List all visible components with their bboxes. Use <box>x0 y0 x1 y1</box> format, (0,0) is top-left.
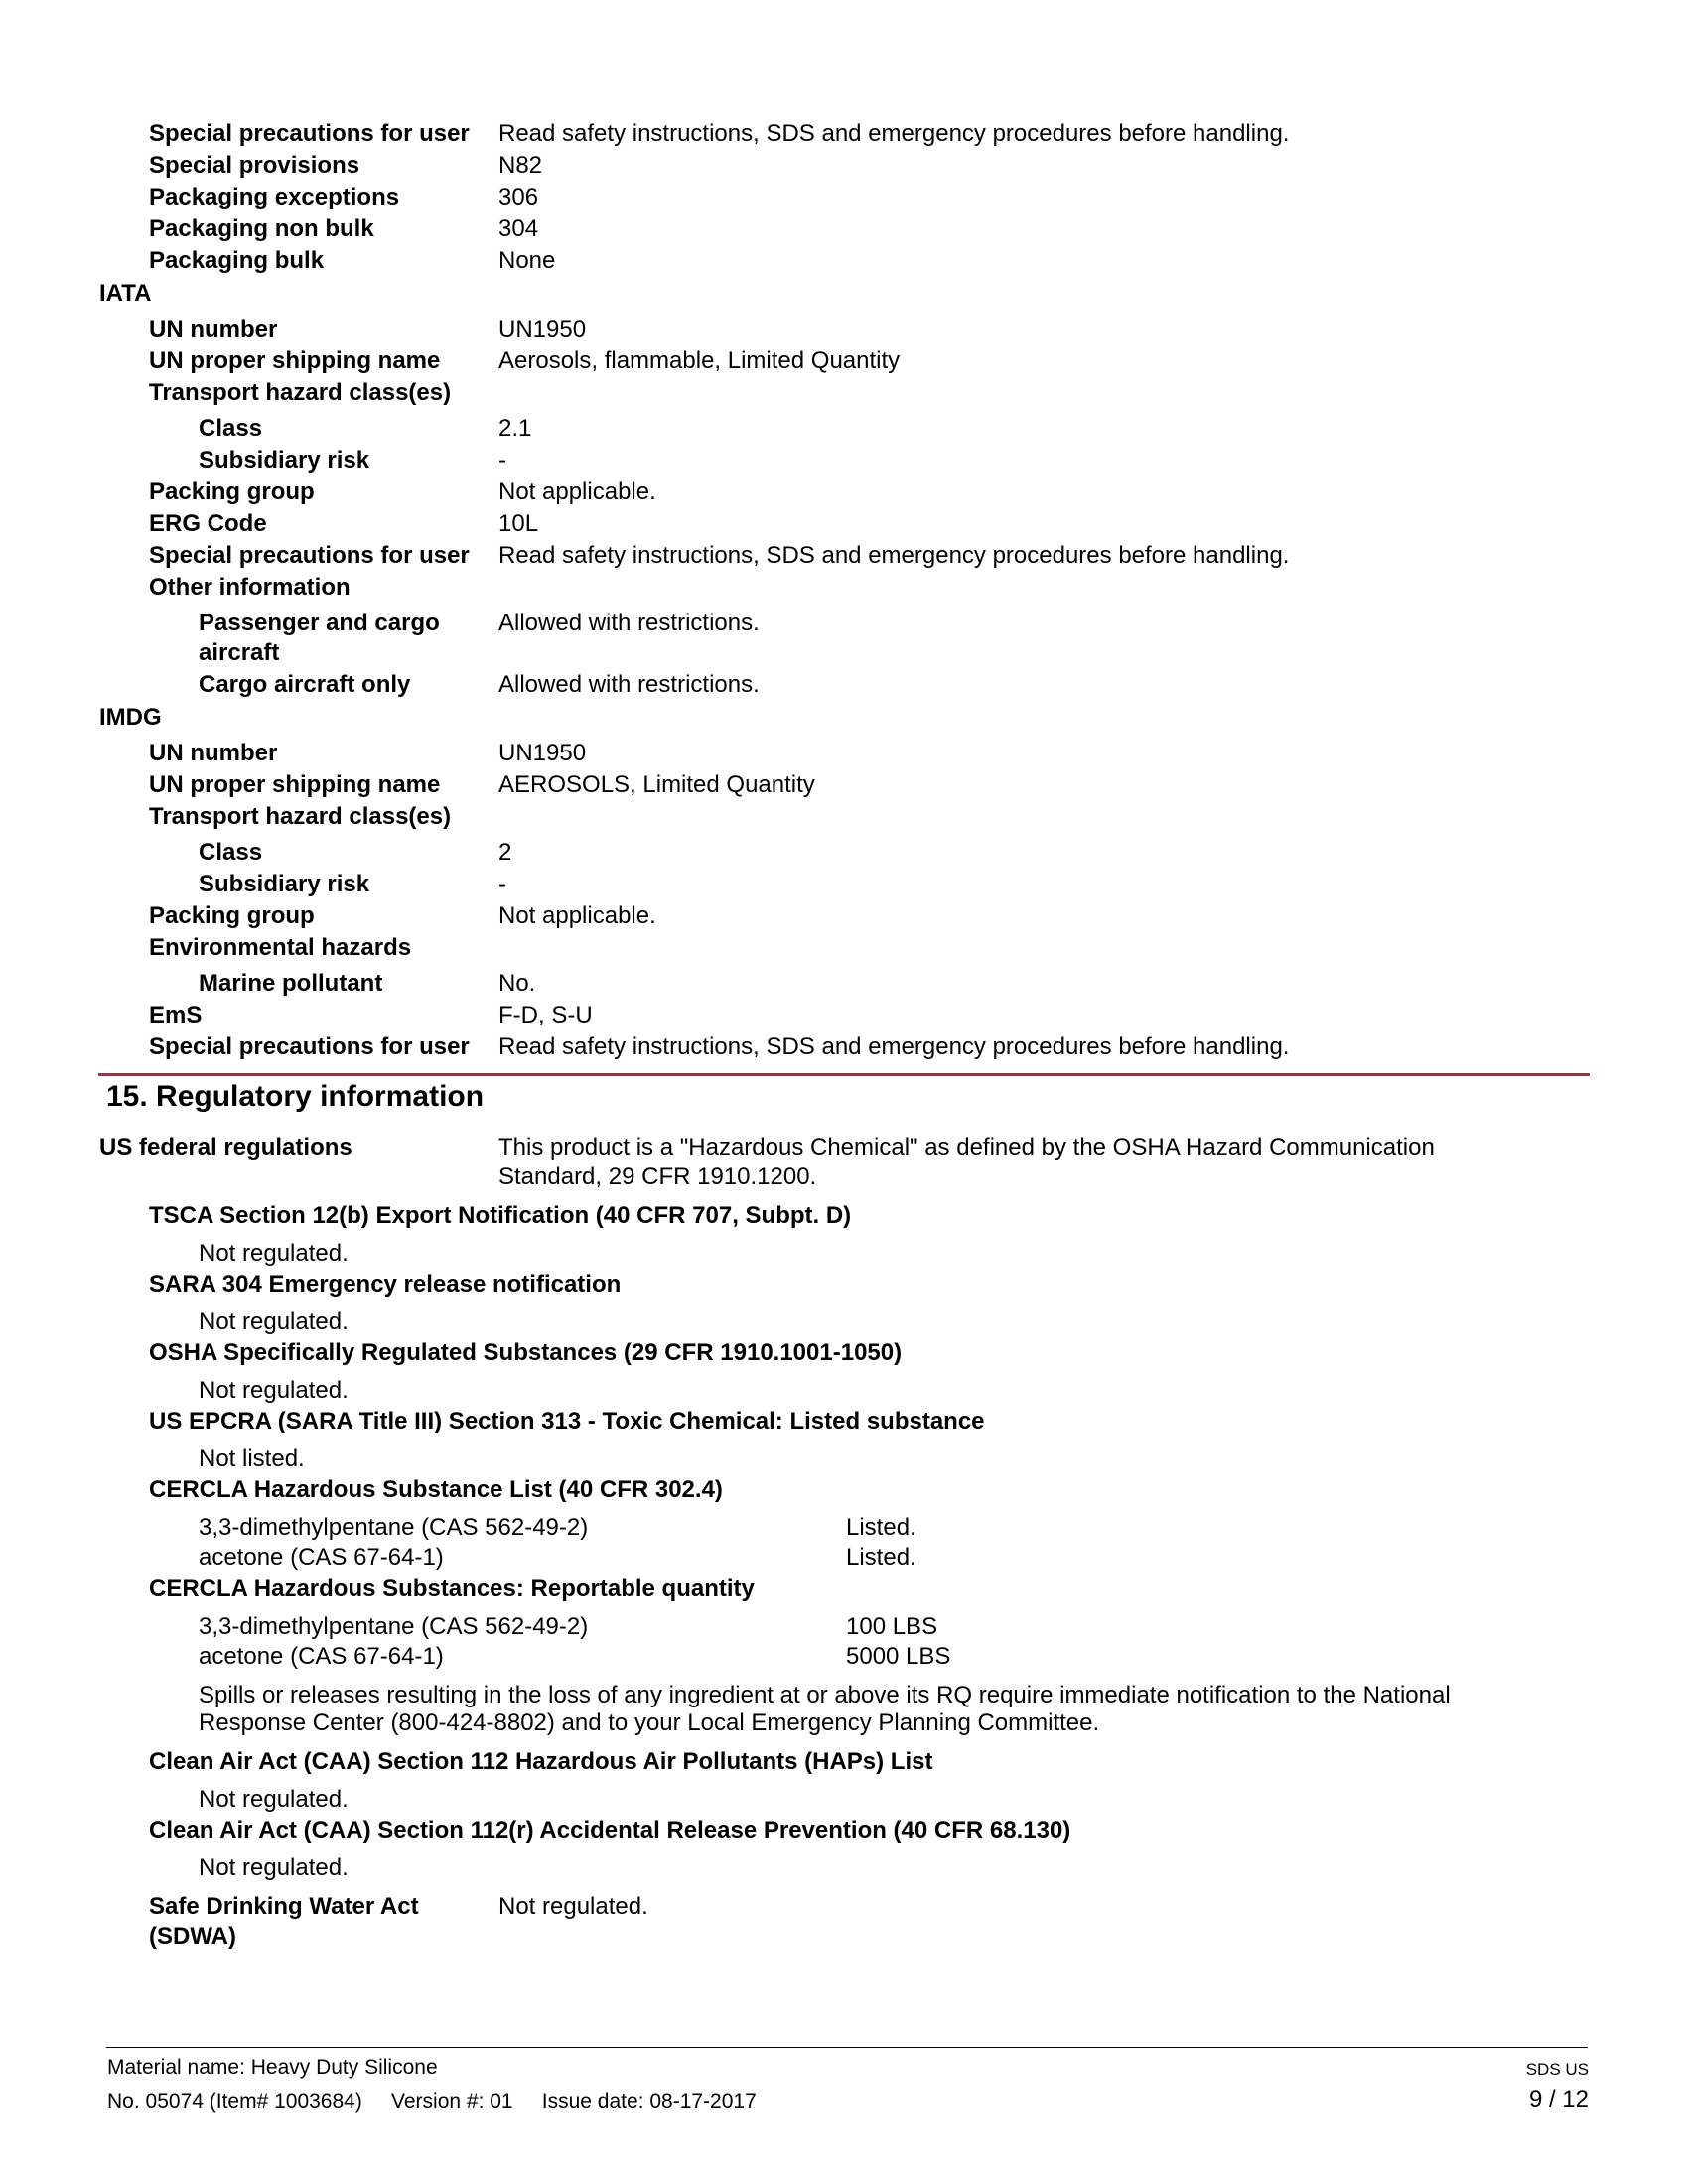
iata-shipping-name-label: UN proper shipping name <box>149 347 441 374</box>
iata-erg-code-label: ERG Code <box>149 510 267 537</box>
iata-passenger-cargo-label: Passenger and cargo <box>199 610 440 636</box>
imdg-un-number-value: UN1950 <box>498 740 587 766</box>
iata-passenger-cargo-value: Allowed with restrictions. <box>498 610 760 636</box>
caa112r-value: Not regulated. <box>199 1854 349 1881</box>
cercla-list-status: Listed. <box>846 1514 916 1541</box>
iata-un-number-label: UN number <box>149 316 278 342</box>
imdg-un-number-label: UN number <box>149 740 278 766</box>
iata-cargo-only-value: Allowed with restrictions. <box>498 671 760 698</box>
iata-class-value: 2.1 <box>498 415 532 442</box>
imdg-shipping-name-label: UN proper shipping name <box>149 771 441 798</box>
imdg-subsidiary-risk-label: Subsidiary risk <box>199 871 370 897</box>
dot-packaging-exceptions-value: 306 <box>498 184 539 210</box>
iata-hazard-classes-label: Transport hazard class(es) <box>149 379 452 406</box>
imdg-packing-group-label: Packing group <box>149 902 315 929</box>
section-15-title: 15. Regulatory information <box>106 1080 485 1113</box>
imdg-env-hazards-label: Environmental hazards <box>149 934 412 961</box>
footer-doc-info: No. 05074 (Item# 1003684) Version #: 01 Issue date: 08-17-2017 <box>107 2090 757 2113</box>
us-federal-label: US federal regulations <box>99 1134 352 1160</box>
caa112-value: Not regulated. <box>199 1786 349 1813</box>
sara304-heading: SARA 304 Emergency release notification <box>149 1271 622 1297</box>
imdg-shipping-name-value: AEROSOLS, Limited Quantity <box>498 771 815 798</box>
cercla-rq-substance: 3,3-dimethylpentane (CAS 562-49-2) <box>199 1613 589 1640</box>
imdg-ems-label: EmS <box>149 1002 203 1028</box>
epcra-value: Not listed. <box>199 1445 305 1472</box>
imdg-special-precautions-value: Read safety instructions, SDS and emergency procedures before handling. <box>498 1033 1290 1060</box>
iata-subsidiary-risk-label: Subsidiary risk <box>199 447 370 474</box>
us-federal-value-2: Standard, 29 CFR 1910.1200. <box>498 1163 817 1190</box>
caa112-heading: Clean Air Act (CAA) Section 112 Hazardous Air Pollutants (HAPs) List <box>149 1748 933 1775</box>
cercla-rq-note-1: Spills or releases resulting in the loss of any ingredient at or above its RQ require immediate notification to the National <box>199 1682 1451 1708</box>
tsca-heading: TSCA Section 12(b) Export Notification (40 CFR 707, Subpt. D) <box>149 1202 852 1229</box>
caa112r-heading: Clean Air Act (CAA) Section 112(r) Accidental Release Prevention (40 CFR 68.130) <box>149 1817 1071 1843</box>
imdg-heading: IMDG <box>99 704 162 731</box>
imdg-marine-pollutant-label: Marine pollutant <box>199 970 383 997</box>
dot-special-precautions-label: Special precautions for user <box>149 120 470 147</box>
iata-un-number-value: UN1950 <box>498 316 587 342</box>
cercla-rq-quantity: 100 LBS <box>846 1613 938 1640</box>
footer-rule <box>106 2047 1588 2048</box>
iata-cargo-only-label: Cargo aircraft only <box>199 671 411 698</box>
iata-shipping-name-value: Aerosols, flammable, Limited Quantity <box>498 347 901 374</box>
epcra-heading: US EPCRA (SARA Title III) Section 313 - Toxic Chemical: Listed substance <box>149 1408 985 1434</box>
dot-packaging-non-bulk-label: Packaging non bulk <box>149 215 374 242</box>
imdg-packing-group-value: Not applicable. <box>498 902 656 929</box>
cercla-list-substance: acetone (CAS 67-64-1) <box>199 1544 444 1570</box>
cercla-rq-quantity: 5000 LBS <box>846 1643 951 1670</box>
footer-page-number: 9 / 12 <box>1528 2086 1589 2113</box>
dot-packaging-exceptions-label: Packaging exceptions <box>149 184 400 210</box>
dot-special-precautions-value: Read safety instructions, SDS and emergency procedures before handling. <box>498 120 1290 147</box>
sdwa-label: Safe Drinking Water Act <box>149 1893 419 1920</box>
dot-packaging-non-bulk-value: 304 <box>498 215 539 242</box>
sdwa-value: Not regulated. <box>498 1893 648 1920</box>
iata-erg-code-value: 10L <box>498 510 539 537</box>
cercla-rq-substance: acetone (CAS 67-64-1) <box>199 1643 444 1670</box>
imdg-subsidiary-risk-value: - <box>498 871 506 897</box>
cercla-list-heading: CERCLA Hazardous Substance List (40 CFR 302.4) <box>149 1476 723 1503</box>
cercla-rq-note-2: Response Center (800-424-8802) and to your Local Emergency Planning Committee. <box>199 1709 1100 1736</box>
dot-packaging-bulk-value: None <box>498 247 556 274</box>
iata-packing-group-label: Packing group <box>149 478 315 505</box>
iata-other-info-label: Other information <box>149 574 351 601</box>
cercla-list-status: Listed. <box>846 1544 916 1570</box>
section-rule <box>98 1073 1590 1076</box>
sdwa-label-2: (SDWA) <box>149 1923 236 1950</box>
cercla-list-substance: 3,3-dimethylpentane (CAS 562-49-2) <box>199 1514 589 1541</box>
iata-passenger-cargo-label-2: aircraft <box>199 639 280 666</box>
iata-special-precautions-value: Read safety instructions, SDS and emergency procedures before handling. <box>498 542 1290 569</box>
osha-value: Not regulated. <box>199 1377 349 1404</box>
footer-sds-label: SDS US <box>1525 2060 1589 2079</box>
iata-packing-group-value: Not applicable. <box>498 478 656 505</box>
tsca-value: Not regulated. <box>199 1240 349 1267</box>
imdg-special-precautions-label: Special precautions for user <box>149 1033 470 1060</box>
dot-packaging-bulk-label: Packaging bulk <box>149 247 325 274</box>
sara304-value: Not regulated. <box>199 1308 349 1335</box>
dot-special-provisions-label: Special provisions <box>149 152 360 179</box>
iata-class-label: Class <box>199 415 263 442</box>
imdg-ems-value: F-D, S-U <box>498 1002 593 1028</box>
footer-material-name: Material name: Heavy Duty Silicone <box>107 2056 438 2079</box>
osha-heading: OSHA Specifically Regulated Substances (29 CFR 1910.1001-1050) <box>149 1339 903 1366</box>
dot-special-provisions-value: N82 <box>498 152 543 179</box>
us-federal-value-1: This product is a "Hazardous Chemical" as defined by the OSHA Hazard Communication <box>498 1134 1435 1160</box>
iata-special-precautions-label: Special precautions for user <box>149 542 470 569</box>
cercla-rq-heading: CERCLA Hazardous Substances: Reportable quantity <box>149 1575 755 1602</box>
imdg-class-value: 2 <box>498 839 512 866</box>
iata-subsidiary-risk-value: - <box>498 447 506 474</box>
imdg-marine-pollutant-value: No. <box>498 970 536 997</box>
imdg-hazard-classes-label: Transport hazard class(es) <box>149 803 452 830</box>
imdg-class-label: Class <box>199 839 263 866</box>
iata-heading: IATA <box>99 280 152 307</box>
